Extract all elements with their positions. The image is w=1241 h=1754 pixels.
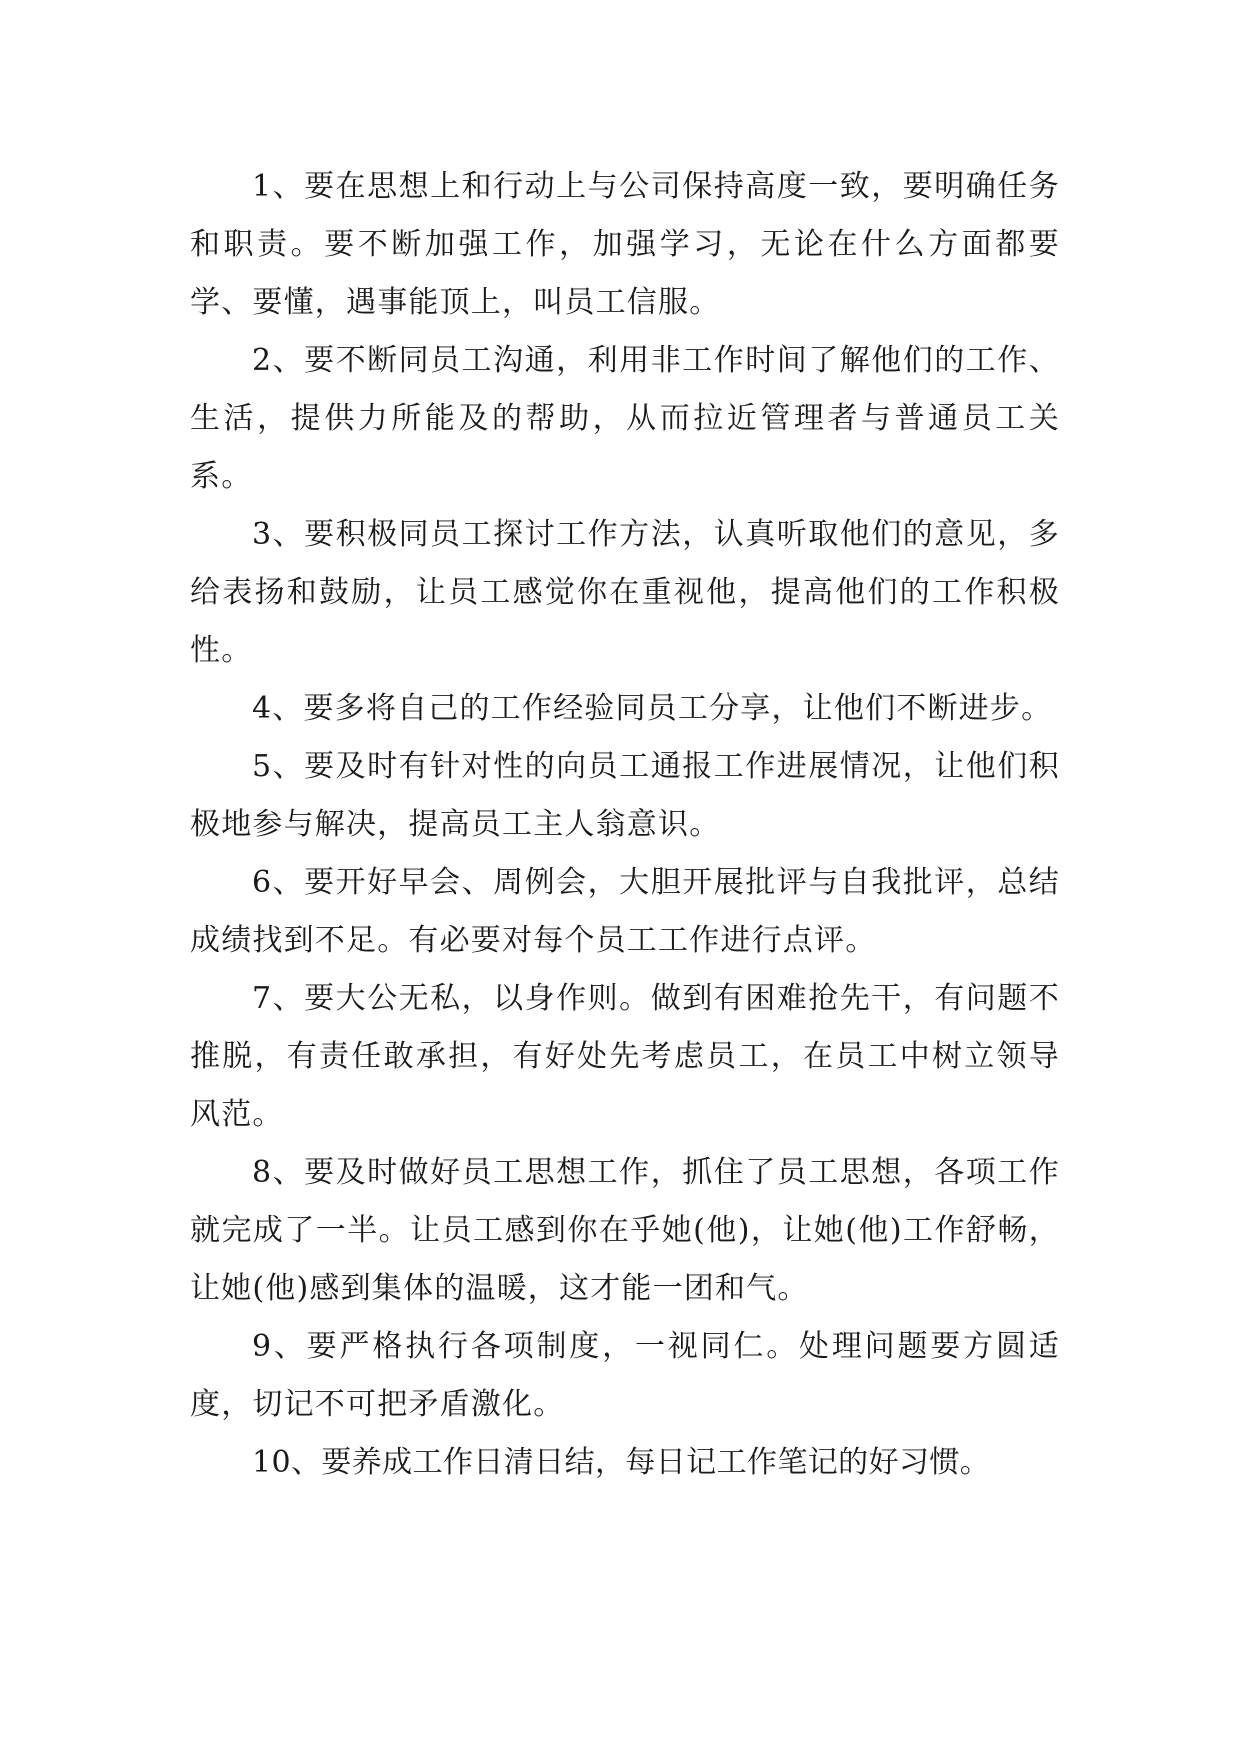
document-body (190, 158, 1060, 1492)
paragraph-1: 1、要在思想上和行动上与公司保持高度一致，要明确任务和职责。要不断加强工作，加强学习，无论在什么方面都要学、要懂，遇事能顶上，叫员工信服。 (190, 169, 1060, 320)
paragraph-3: 3、要积极同员工探讨工作方法，认真听取他们的意见，多给表扬和鼓励，让员工感觉你在重视他，提高他们的工作积极性。 (190, 517, 1060, 668)
paragraph-8: 8、要及时做好员工思想工作，抓住了员工思想，各项工作就完成了一半。让员工感到你在乎她(他)，让她(他)工作舒畅，让她(他)感到集体的温暖，这才能一团和气。 (190, 1155, 1060, 1306)
paragraph-6: 6、要开好早会、周例会，大胆开展批评与自我批评，总结成绩找到不足。有必要对每个员工工作进行点评。 (190, 865, 1060, 958)
paragraph-2: 2、要不断同员工沟通，利用非工作时间了解他们的工作、生活，提供力所能及的帮助，从而拉近管理者与普通员工关系。 (190, 343, 1060, 494)
paragraph-10: 10、要养成工作日清日结，每日记工作笔记的好习惯。 (252, 1445, 991, 1480)
paragraph-9: 9、要严格执行各项制度，一视同仁。处理问题要方圆适度，切记不可把矛盾激化。 (190, 1329, 1060, 1422)
paragraph-4: 4、要多将自己的工作经验同员工分享，让他们不断进步。 (252, 691, 1053, 726)
paragraph-7: 7、要大公无私，以身作则。做到有困难抢先干，有问题不推脱，有责任敢承担，有好处先考虑员工，在员工中树立领导风范。 (190, 981, 1060, 1132)
paragraph-5: 5、要及时有针对性的向员工通报工作进展情况，让他们积极地参与解决，提高员工主人翁意识。 (190, 749, 1060, 842)
